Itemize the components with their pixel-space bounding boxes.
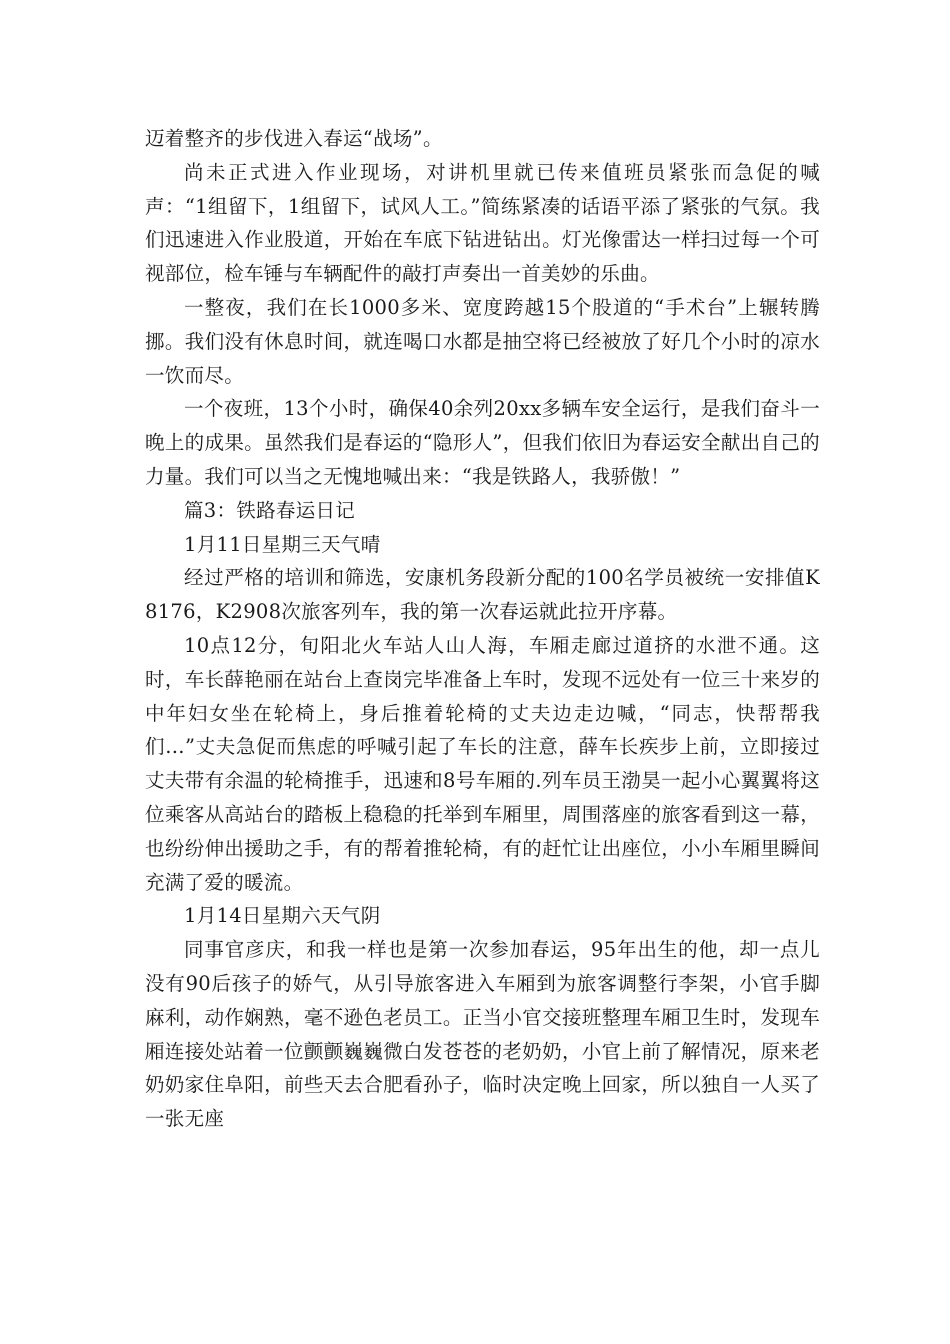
paragraph-7: 同事官彦庆，和我一样也是第一次参加春运，95年出生的他，却一点儿没有90后孩子的娇气，从引导旅客进入车厢到为旅客调整行李架，小官手脚麻利，动作娴熟，毫不逊色老员工。正当小官交接班整理车厢卫生时，发现车厢连接处站着一位颤颤巍巍微白发苍苍的老奶奶，小官上前了解情况，原来老奶奶家住阜阳，前些天去合肥看孙子，临时决定晚上回家，所以独自一人买了一张无座 <box>145 938 820 1131</box>
diary-date-jan-14: 1月14日星期六天气阴 <box>184 904 381 928</box>
paragraph-5: 经过严格的培训和筛选，安康机务段新分配的100名学员被统一安排值K8176，K2908次旅客列车，我的第一次春运就此拉开序幕。 <box>145 566 820 624</box>
section-heading-part3: 篇3：铁路春运日记 <box>184 498 356 522</box>
diary-date-jan-11: 1月11日星期三天气晴 <box>184 532 381 556</box>
paragraph-2: 尚未正式进入作业现场，对讲机里就已传来值班员紧张而急促的喊声：“1组留下，1组留下，试风人工。”简练紧凑的话语平添了紧张的气氛。我们迅速进入作业股道，开始在车底下钻进钻出。灯光像雷达一样扫过每一个可视部位，检车锤与车辆配件的敲打声奏出一首美妙的乐曲。 <box>145 160 820 286</box>
document-body <box>145 122 820 1136</box>
paragraph-4: 一个夜班，13个小时，确保40余列20xx多辆车安全运行，是我们奋斗一晚上的成果。虽然我们是春运的“隐形人”，但我们依旧为春运安全献出自己的力量。我们可以当之无愧地喊出来：“我是铁路人，我骄傲！” <box>145 397 820 488</box>
paragraph-6: 10点12分，旬阳北火车站人山人海，车厢走廊过道挤的水泄不通。这时，车长薛艳丽在站台上查岗完毕准备上车时，发现不远处有一位三十来岁的中年妇女坐在轮椅上，身后推着轮椅的丈夫边走边喊，“同志，快帮帮我们…”丈夫急促而焦虑的呼喊引起了车长的注意，薛车长疾步上前，立即接过丈夫带有余温的轮椅推手，迅速和8号车厢的.列车员王渤昊一起小心翼翼将这位乘客从高站台的踏板上稳稳的托举到车厢里，周围落座的旅客看到这一幕，也纷纷伸出援助之手，有的帮着推轮椅，有的赶忙让出座位，小小车厢里瞬间充满了爱的暖流。 <box>145 633 820 894</box>
paragraph-3: 一整夜，我们在长1000多米、宽度跨越15个股道的“手术台”上辗转腾挪。我们没有休息时间，就连喝口水都是抽空将已经被放了好几个小时的凉水一饮而尽。 <box>145 295 820 387</box>
paragraph-1: 迈着整齐的步伐进入春运“战场”。 <box>145 127 443 150</box>
